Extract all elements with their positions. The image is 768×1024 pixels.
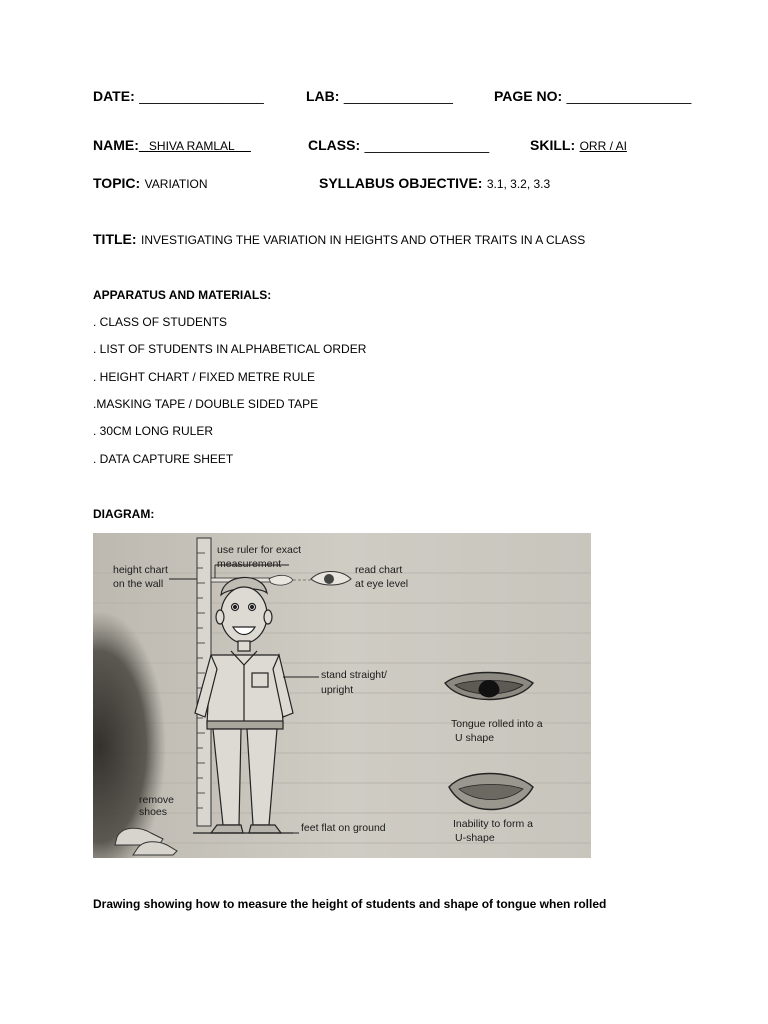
syllabus-value: 3.1, 3.2, 3.3 [486,177,551,191]
name-label: NAME: [93,137,139,153]
name-field [93,137,251,155]
label-remove-1: remove [139,794,175,806]
skill-value: ORR / AI [579,139,627,153]
label-remove-2: shoes [139,806,168,818]
label-height-chart-2: on the wall [113,578,164,590]
topic-label: TOPIC: [93,175,141,191]
class-blank: ________________ [364,137,490,153]
label-stand-1: stand straight/ [321,669,387,681]
class-field [308,137,489,155]
label-inability-1: Inability to form a [453,818,533,830]
apparatus-item: . LIST OF STUDENTS IN ALPHABETICAL ORDER [93,342,367,356]
apparatus-item: . 30CM LONG RULER [93,424,214,438]
diagram-image [93,533,591,858]
label-read-1: read chart [355,564,403,576]
lab-blank: ______________ [343,88,453,104]
date-field [93,88,264,106]
lab-field [306,88,453,106]
apparatus-item: . CLASS OF STUDENTS [93,315,228,329]
title-field [93,231,585,249]
label-feet: feet flat on ground [301,822,386,834]
title-label: TITLE: [93,231,137,247]
apparatus-item: . HEIGHT CHART / FIXED METRE RULE [93,370,316,384]
syllabus-field [319,175,550,193]
class-label: CLASS: [308,137,361,153]
topic-field [93,175,208,193]
label-height-chart-1: height chart [113,564,168,576]
label-ruler-1: use ruler for exact [217,544,302,556]
label-ruler-2: measurement [217,558,282,570]
skill-field [530,137,627,155]
title-value: INVESTIGATING THE VARIATION IN HEIGHTS AND OTHER TRAITS IN A CLASS [141,233,586,247]
label-read-2: at eye level [355,578,409,590]
page-no-field [494,88,691,106]
lab-label: LAB: [306,88,340,104]
diagram-caption: Drawing showing how to measure the height of students and shape of tongue when rolled [93,897,607,911]
date-blank: ________________ [139,88,264,104]
label-stand-2: upright [321,684,354,696]
topic-value: VARIATION [144,177,208,191]
skill-label: SKILL: [530,137,576,153]
diagram-heading: DIAGRAM: [93,507,155,521]
apparatus-heading: APPARATUS AND MATERIALS: [93,288,272,302]
page-no-blank: ________________ [566,88,692,104]
name-value: SHIVA RAMLAL [138,139,251,153]
syllabus-label: SYLLABUS OBJECTIVE: [319,175,483,191]
apparatus-item: . DATA CAPTURE SHEET [93,452,234,466]
date-label: DATE: [93,88,135,104]
label-tongue-1: Tongue rolled into a [451,718,543,730]
apparatus-item: .MASKING TAPE / DOUBLE SIDED TAPE [93,397,319,411]
label-inability-2: U-shape [455,832,495,844]
label-tongue-2: U shape [455,732,495,744]
page-no-label: PAGE NO: [494,88,563,104]
